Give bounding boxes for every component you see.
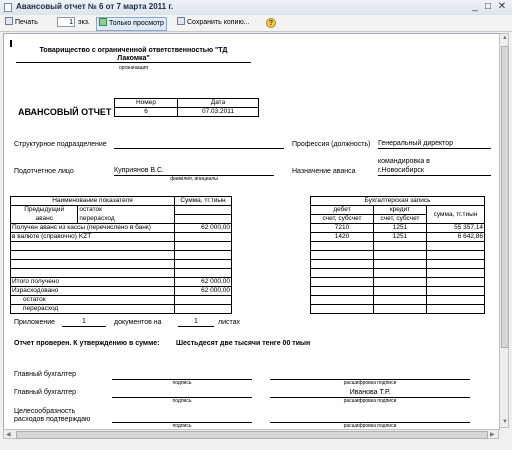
rest-after: остаток bbox=[11, 296, 175, 305]
entry-sum: 6 642,86 bbox=[427, 233, 485, 242]
overspend-after: перерасход bbox=[11, 305, 175, 314]
chief-acc2-name: Иванова Т.Р. bbox=[270, 389, 470, 398]
copies-input[interactable]: 1 bbox=[57, 17, 75, 27]
prev-overspend: перерасход bbox=[78, 215, 175, 224]
save-copy-label: Сохранить копию... bbox=[187, 19, 250, 26]
col-sum-header: Сумма, тг.тиын bbox=[175, 197, 232, 206]
report-number: 6 bbox=[115, 108, 178, 117]
checked-amount: Шестьдесят две тысячи тенге 00 тиын bbox=[176, 340, 311, 347]
print-label: Печать bbox=[15, 19, 38, 26]
purpose-line1: командировка в bbox=[378, 158, 430, 165]
date-header: Дата bbox=[178, 99, 259, 108]
profession-value: Генеральный директор bbox=[378, 140, 491, 149]
profession-label: Профессия (должность) bbox=[292, 141, 371, 148]
entry-credit: 1251 bbox=[374, 233, 427, 242]
sheets-count: 1 bbox=[178, 318, 214, 327]
window-title: Авансовый отчет № 6 от 7 марта 2011 г. bbox=[16, 2, 174, 11]
vertical-scroll-thumb[interactable] bbox=[501, 46, 509, 348]
number-date-table bbox=[114, 98, 259, 117]
attach-count: 1 bbox=[62, 318, 106, 327]
received-cash-sum: 62 000,00 bbox=[175, 224, 232, 233]
number-header: Номер bbox=[115, 99, 178, 108]
person-value: Куприянов В.С. bbox=[114, 167, 274, 176]
scroll-up-icon[interactable]: ▲ bbox=[502, 35, 508, 41]
report-document bbox=[3, 33, 500, 430]
copies-unit: экз. bbox=[78, 19, 90, 26]
help-button[interactable] bbox=[266, 17, 278, 29]
decode-caption: расшифровка подписи bbox=[343, 423, 397, 429]
entry-credit: 1251 bbox=[374, 224, 427, 233]
org-name-line2: Лакомка" bbox=[16, 55, 251, 63]
currency-label: в валюте (справочно) bbox=[12, 233, 77, 240]
text-cursor bbox=[10, 40, 12, 47]
prev-advance: Предыдущий bbox=[11, 206, 78, 215]
advance-table bbox=[10, 196, 232, 314]
horizontal-scrollbar[interactable] bbox=[3, 429, 499, 439]
purpose-label: Назначение аванса bbox=[292, 168, 356, 175]
sheets-label: листах bbox=[218, 319, 241, 326]
total-received: Итого получено bbox=[11, 278, 175, 287]
entry-sum-header: сумма, тг.тиын bbox=[427, 206, 485, 224]
chief-acc-label: Главный бухгалтер bbox=[14, 371, 76, 378]
signature-caption: подпись bbox=[172, 398, 192, 404]
signature-caption: подпись bbox=[172, 380, 192, 386]
total-received-sum: 62 000,00 bbox=[175, 278, 232, 287]
spent-sum: 62 000,00 bbox=[175, 287, 232, 296]
purpose-line2: г.Новосибирск bbox=[378, 167, 491, 176]
view-icon bbox=[99, 18, 107, 26]
currency-code: KZT bbox=[78, 233, 175, 242]
debit-header: дебет bbox=[311, 206, 374, 215]
document-icon bbox=[4, 3, 12, 12]
scroll-right-icon[interactable]: ▶ bbox=[490, 432, 495, 438]
vertical-scrollbar[interactable] bbox=[499, 33, 509, 428]
expedience-line1: Целесообразность bbox=[14, 408, 76, 415]
view-only-toggle[interactable] bbox=[96, 17, 167, 31]
maximize-button[interactable]: □ bbox=[484, 1, 492, 12]
chief-acc2-label: Главный бухгалтер bbox=[14, 389, 76, 396]
view-only-label: Только просмотр bbox=[109, 20, 164, 27]
horizontal-scroll-thumb[interactable] bbox=[16, 431, 488, 439]
expedience-line2: расходов подтверждаю bbox=[14, 416, 91, 423]
received-cash: Получен аванс из кассы (перечислено в банк) bbox=[11, 224, 175, 233]
signature-caption: подпись bbox=[172, 423, 192, 429]
org-caption: организация bbox=[118, 65, 149, 71]
docs-on-label: документов на bbox=[114, 319, 162, 326]
table-row bbox=[311, 224, 485, 233]
close-button[interactable]: ✕ bbox=[497, 1, 507, 12]
chief-acc-sign-line bbox=[112, 371, 252, 380]
person-label: Подотчетное лицо bbox=[14, 168, 74, 175]
chief-acc2-sign-line bbox=[112, 389, 252, 398]
checked-text: Отчет проверен. К утверждению в сумме: bbox=[14, 340, 160, 347]
minimize-button[interactable]: _ bbox=[472, 1, 478, 12]
entry-debit: 1420 bbox=[311, 233, 374, 242]
entry-debit: 7210 bbox=[311, 224, 374, 233]
chief-acc-decode-line bbox=[270, 371, 470, 380]
org-name-line1: Товарищество с ограниченной ответственностью "ТД bbox=[39, 47, 228, 54]
decode-caption: расшифровка подписи bbox=[343, 398, 397, 404]
printer-icon bbox=[5, 17, 13, 25]
print-button[interactable] bbox=[5, 17, 38, 29]
attach-label: Приложение bbox=[14, 319, 56, 326]
title-bar bbox=[0, 0, 512, 16]
struct-value-line bbox=[114, 140, 284, 149]
help-icon: ? bbox=[266, 18, 276, 28]
person-caption: фамилия, инициалы bbox=[170, 176, 218, 182]
expedience-decode-line bbox=[270, 414, 470, 423]
credit-account-header: счет, субсчет bbox=[374, 215, 427, 224]
prev-rest: остаток bbox=[78, 206, 175, 215]
col-name-header: Наименование показателя bbox=[11, 197, 175, 206]
expedience-sign-line bbox=[112, 414, 252, 423]
struct-label: Структурное подразделение bbox=[14, 141, 107, 148]
save-icon bbox=[177, 17, 185, 25]
entry-sum: 55 357,14 bbox=[427, 224, 485, 233]
report-title: АВАНСОВЫЙ ОТЧЕТ bbox=[18, 107, 112, 117]
credit-header: кредит bbox=[374, 206, 427, 215]
scroll-down-icon[interactable]: ▼ bbox=[502, 419, 508, 425]
accounting-header: Бухгалтерская запись bbox=[311, 197, 485, 206]
prev-advance-2: аванс bbox=[11, 215, 78, 224]
report-date: 07.03.2011 bbox=[178, 108, 259, 117]
spent: Израсходовано bbox=[11, 287, 175, 296]
decode-caption: расшифровка подписи bbox=[343, 380, 397, 386]
table-row bbox=[311, 233, 485, 242]
scroll-left-icon[interactable]: ◀ bbox=[6, 432, 11, 438]
toolbar bbox=[0, 15, 512, 32]
debit-account-header: счет, субсчет bbox=[311, 215, 374, 224]
accounting-table bbox=[310, 196, 485, 314]
save-copy-button[interactable] bbox=[177, 17, 250, 29]
